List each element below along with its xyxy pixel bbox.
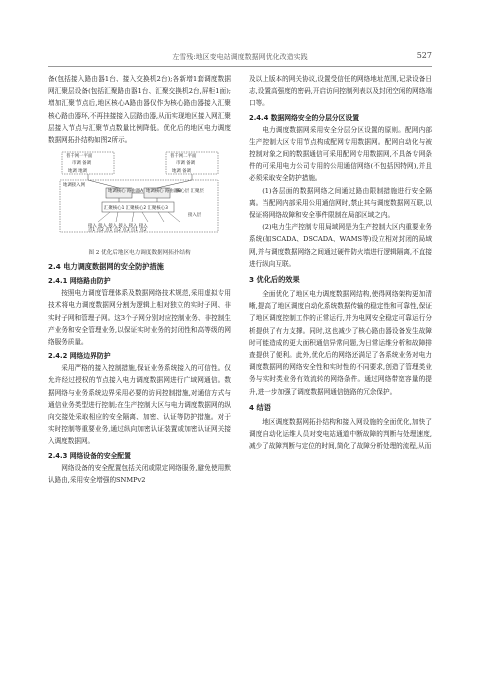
section-heading: 3 优化后的效果: [249, 275, 300, 285]
layer-label: 接入层: [188, 213, 202, 219]
link-line: [98, 212, 110, 222]
paragraph: 按照电力调度管理体系及数据网络技术规范,采用虚拟专用技术将电力调度数据网分割为逻辑上相对独立的实时子网、非实时子网和管理子网。这3个子网分别对应控制业务、非控制生产业务和安全管理业务,以保证实时业务的封闭性和高等级的网络服务质量。: [48, 289, 231, 347]
access-point-labels: 接入 接入 接入 接入 接入 接入: [88, 224, 148, 230]
page-number: 527: [416, 51, 432, 60]
plane-one-label: 普千网一平面: [66, 154, 93, 160]
subsection-heading: 2.4.1 网络路由防护: [48, 277, 111, 286]
node-label: 地调 地调: [68, 169, 87, 175]
topology-diagram: [58, 150, 221, 246]
subsection-heading: 2.4.4 数据网络安全的分层分区设置: [249, 113, 360, 122]
link-line: [168, 212, 180, 222]
link-line: [158, 212, 164, 222]
paragraph: (2)电力生产控制专用局域网是为生产控制大区内重要业务系统(如SCADA、DSCADA、WAMS等)设立相对封闭的局域网,并与调度数据网络之间通过硬件防火墙进行逻辑隔离,不直接进行纵向互联。: [249, 223, 432, 268]
figure-caption: 图 2 优化后地区电力调度数据网拓扑结构: [88, 250, 191, 257]
paragraph: 采用严格的接入控制措施,保证业务系统接入的可信性。仅允许经过授权的节点接入电力调度数据网进行广域网通信。数据网络与业务系统边界采用必要的访问控制措施,对通信方式与通信业务类型进行控制;在生产控制大区与电力调度数据网的纵向交接处采取相应的安全隔离、加密、认证等防护措施。对于实时控制等重要业务,通过纵向加密认证装置或加密认证网关接入调度数据网。: [48, 364, 231, 446]
subsection-heading: 2.4.2 网络边界防护: [48, 352, 111, 361]
plane-two-label: 普千网二平面: [170, 154, 197, 160]
subsection-heading: 2.4.3 网络设备的安全配置: [48, 451, 131, 460]
section-heading: 2.4 电力调度数据网的安全防护措施: [48, 262, 164, 272]
right-column: [249, 73, 432, 452]
region-label: 地调接入网: [63, 183, 85, 189]
paragraph: 电力调度数据网采用安全分层分区设置的原则。配网内部生产控制大区专用节点构成配网专用数据网。配网自动化与被控制对象之间的数据通信可采用配网专用数据网,不具备专网条件的可采用电力公司专用的公用通信网络(不包括因特网),并且必须采取安全防护措施。: [249, 125, 432, 183]
section-heading: 4 结语: [249, 402, 271, 412]
paragraph: 网络设备的安全配置包括关闭或限定网络服务,避免使用默认路由,采用安全增强的SNMPv2: [48, 463, 231, 484]
link-line: [132, 212, 134, 222]
topology-figure: [58, 150, 221, 246]
access-point-labels: 点1 点2 点1 点2 点3 点1 点2: [88, 228, 147, 234]
link-line: [142, 212, 148, 222]
paragraph: (1)各层面的数据网络之间通过路由限制措施进行安全隔离。当配网内部采用公用通信网时,禁止其与调度数据网互联,以保证将网络故障和安全事件限制在局部区域之内。: [249, 186, 432, 220]
left-column: [48, 73, 231, 486]
link-line: [157, 180, 192, 188]
link-line: [88, 180, 119, 188]
router-label: 地调核心 路由器B: [146, 189, 182, 195]
router-label: 地调核心 路由器A: [108, 189, 144, 195]
page-header: [48, 50, 432, 64]
aggregation-label: 汇聚核心1 汇聚核心2 汇聚核心3: [104, 206, 168, 212]
header-rule: [48, 66, 432, 67]
paragraph: 全面优化了地区电力调度数据网结构,使得网络架构更加清晰,提高了地区调度自动化系统数据传输的稳定性和可靠性,保证了地区调度控制工作的正常运行,并为电网安全稳定可靠运行分析提供了有力支撑。同时,这也减少了核心路由器设备发生故障时可能造成的更大面积通信异常问题,为日常运维分析和故障排查提供了便利。此外,优化后的网络还满足了各系统业务对电力调度数据网的网络安全性和实时性的不同要求,创造了管理类业务与实时类业务有效流转的网络条件。通过网络带宽容量的提升,进一步加强了调度数据网通信链路的冗余保护。: [249, 290, 432, 396]
node-label: 市调 备调: [176, 161, 195, 167]
node-label: 市调 备调: [72, 161, 91, 167]
running-title: 左雪残:地区变电站调度数据网优化改造实践: [172, 53, 308, 61]
paragraph: 备(包括接入路由器1台、接入交换机2台);各新增1套调度数据网汇聚层设备(包括汇聚路由器1台、汇聚交换机2台,屏柜1面);增加汇聚节点后,地区核心A路由器仅作为核心路由器接入汇聚核心路由器环,不再挂接接入层路由器,从而实现地区接入网汇聚层接入节点与汇聚节点数量比例降低。优化后的地区电力调度数据网拓扑结构如图2所示。: [48, 75, 231, 145]
layer-label: 核心层 汇聚层: [176, 189, 204, 195]
paragraph: 地区调度数据网拓扑结构和接入网设施的全面优化,加快了调度自动化运维人员对变电站通道中断故障的判断与处理速度,减少了故障判断与定位的时间,简化了故障分析处理的流程,从而: [249, 417, 432, 451]
node-label: 地调 备调: [172, 169, 191, 175]
paragraph: 及以上版本的网关协议,设置受信任的网络地址范围,记录设备日志,设置高强度的密码,开启访问控制列表以及封闭空闲的网络端口等。: [249, 75, 432, 108]
link-line: [116, 212, 118, 222]
